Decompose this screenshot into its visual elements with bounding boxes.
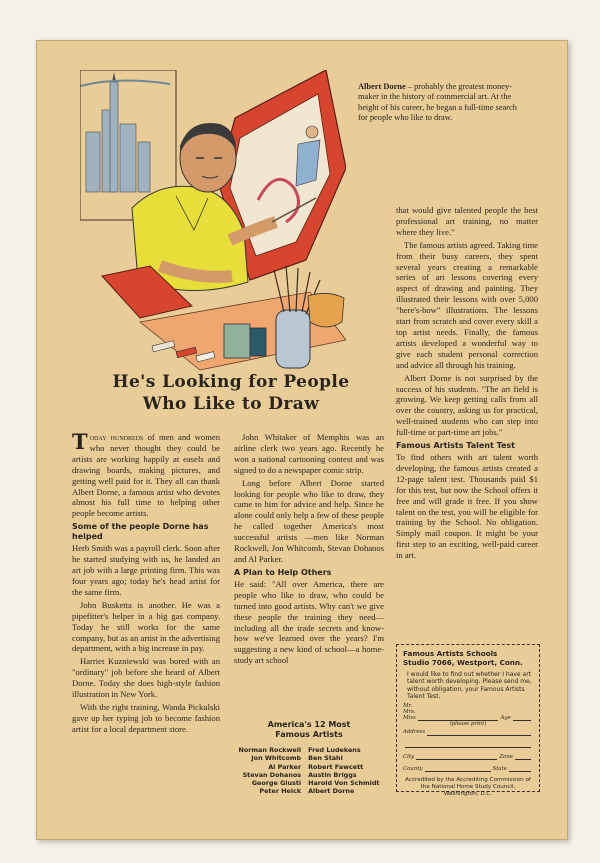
age-line[interactable] (513, 715, 531, 721)
artist-name: Fred Ludekens (308, 746, 361, 754)
artist-name: George Giusti (251, 779, 302, 788)
zone-line[interactable] (515, 754, 531, 760)
famous-artists-box (234, 720, 384, 796)
coupon-body: I would like to find out whether I have art talent worth developing. Please send me, without obligation, your Famous Artists Talent Test. (407, 671, 532, 701)
paragraph: John Busketta is another. He was a pipefitter's helper in a big gas company. Today he still works for the same company, but as an artist in the advertising department, with a big increase in pay. (72, 599, 220, 654)
paragraph: With the right training, Wanda Pickulski gave up her typing job to become fashion artist for a local department store. (72, 701, 220, 734)
artist-name: Albert Dorne (308, 787, 355, 796)
paragraph: The famous artists agreed. Taking time from their busy careers, they spent several years creating a remarkable series of art lessons covering every aspect of drawing and painting. They illustrated their lessons with over 5,000 "here's-how" illustrations. The lessons start from scratch and cover every skill a top artist needs. Finally, the famous artists developed a wonderful way to give each student personal correction and advice all through his training. (396, 239, 538, 370)
subhead-plan: A Plan to Help Others (234, 567, 332, 577)
artist-name: Harold Von Schmidt (308, 779, 380, 788)
mail-coupon[interactable] (396, 644, 540, 798)
column-1 (72, 429, 220, 737)
label-please-print: (please print) (449, 721, 487, 728)
address-extra-row[interactable] (403, 742, 533, 748)
lead-small-caps: oday hundreds (89, 432, 144, 442)
paragraph: To find others with art talent worth developing, the famous artists created a 12-page talent test. Thousands paid $1 for this test, but now the School offers it free and will grade it free. If you show talent on the test, you will be eligible for training by the School. No obligation. Simply mail coupon. It might be your first step to an exciting, well-paid career in art. (396, 452, 538, 561)
illustration-caption (358, 82, 528, 124)
albert-dorne-illustration (80, 70, 346, 392)
address-line-2[interactable] (405, 742, 531, 748)
state-line[interactable] (509, 766, 531, 772)
subhead-helped: Some of the people Dorne has helped (72, 522, 209, 542)
county-line[interactable] (425, 766, 491, 772)
name-field-row[interactable] (403, 703, 533, 722)
artist-name: Ben Stahl (308, 754, 343, 763)
artists-title-line-2: Famous Artists (275, 730, 343, 739)
city-line[interactable] (416, 754, 497, 760)
intro-paragraph (72, 429, 220, 519)
coupon-title (403, 649, 533, 667)
paragraph: Harriet Kuzniewski was bored with an "ordinary" job before she heard of Albert Dorne. Today she does high-style fashion illustration in New York. (72, 656, 220, 700)
label-zone: Zone (499, 753, 513, 760)
coupon-studio: Studio 7066, Westport, Conn. (403, 658, 523, 667)
subhead-talent-test: Famous Artists Talent Test (396, 441, 516, 451)
caption-text: – probably the greatest money-maker in the history of commercial art. At the height of his career, he began a full-time search for people who like to draw. (358, 82, 517, 123)
county-field-row[interactable] (403, 766, 533, 772)
caption-name: Albert Dorne (358, 82, 406, 91)
artist-name: Stevan Dohanos (242, 770, 302, 779)
label-city: City (403, 753, 415, 760)
label-address: Address (403, 729, 426, 736)
artists-list (234, 746, 384, 796)
address-field-row[interactable] (403, 729, 533, 735)
label-age: Age (500, 715, 511, 722)
artists-title-line-1: America's 12 Most (267, 720, 351, 729)
artist-name: Austin Briggs (308, 770, 357, 779)
headline-line-1: He's Looking for People (112, 372, 350, 392)
coupon-school: Famous Artists Schools (403, 649, 498, 658)
drop-cap: T (72, 429, 88, 454)
headline-line-2: Who Like to Draw (142, 394, 320, 414)
label-mrs: Mrs. (403, 708, 416, 715)
column-3 (396, 205, 538, 563)
artists-right-column (308, 746, 379, 796)
intro-text: of men and women who never thought they could be artists are working happily at easels and drawing boards, making pictures, and getting well paid for it. They all can thank Albert Dorne, a famous artist who devotes almost his full time to helping other people become artists. (72, 432, 220, 519)
label-county: County (403, 765, 423, 772)
label-mr: Mr. (403, 702, 413, 709)
city-field-row[interactable] (403, 754, 533, 760)
label-state: State (492, 765, 507, 772)
accreditation-note: Accredited by the Accrediting Commission of the National Home Study Council, Washington, D.C. (405, 777, 531, 798)
column-2 (234, 432, 384, 668)
ad-headline (76, 371, 386, 415)
magazine-page (36, 40, 568, 840)
print-hint-row (403, 721, 533, 727)
address-line[interactable] (427, 730, 531, 736)
artists-left-column (239, 746, 302, 796)
artist-name: Jon Whitcomb (251, 754, 302, 763)
paragraph: He said: "All over America, there are people who like to draw, who could be turned into good artists. Why can't we give these people the training they need—including all the trade secrets and know-how we've learned over the years? I'm suggesting a new kind of school—a home-study art school (234, 578, 384, 666)
artist-name: Robert Fawcett (308, 762, 364, 771)
artists-title (234, 720, 384, 740)
paragraph: Albert Dorne is not surprised by the success of his students. "The art field is growing. We keep getting calls from all over the country, asking us for practical, well-trained students who can step into full-time or part-time art jobs." (396, 372, 538, 438)
paragraph: Long before Albert Dorne started looking for people who like to draw, they came to him for advice and help. Since he alone could only help a few of these people he called together America's most successful artists —men like Norman Rockwell, Jon Whitcomb, Stevan Dohanos and Al Parker. (234, 477, 384, 564)
paragraph: John Whitaker of Memphis was an airline clerk two years ago. Recently he won a national cartooning contest and was signed to do a newspaper comic strip. (234, 432, 384, 475)
paragraph: Herb Smith was a payroll clerk. Soon after he started studying with us, he landed an art job with a large printing firm. This was four years ago; today he's head artist for the same firm. (72, 543, 220, 597)
label-miss: Miss (403, 715, 416, 722)
paragraph: that would give talented people the best professional art training, no matter where they live." (396, 205, 538, 237)
artist-name: Peter Helck (259, 787, 302, 796)
artist-name: Al Parker (268, 762, 302, 771)
salutation-labels (403, 703, 416, 722)
artist-name: Norman Rockwell (238, 746, 302, 754)
